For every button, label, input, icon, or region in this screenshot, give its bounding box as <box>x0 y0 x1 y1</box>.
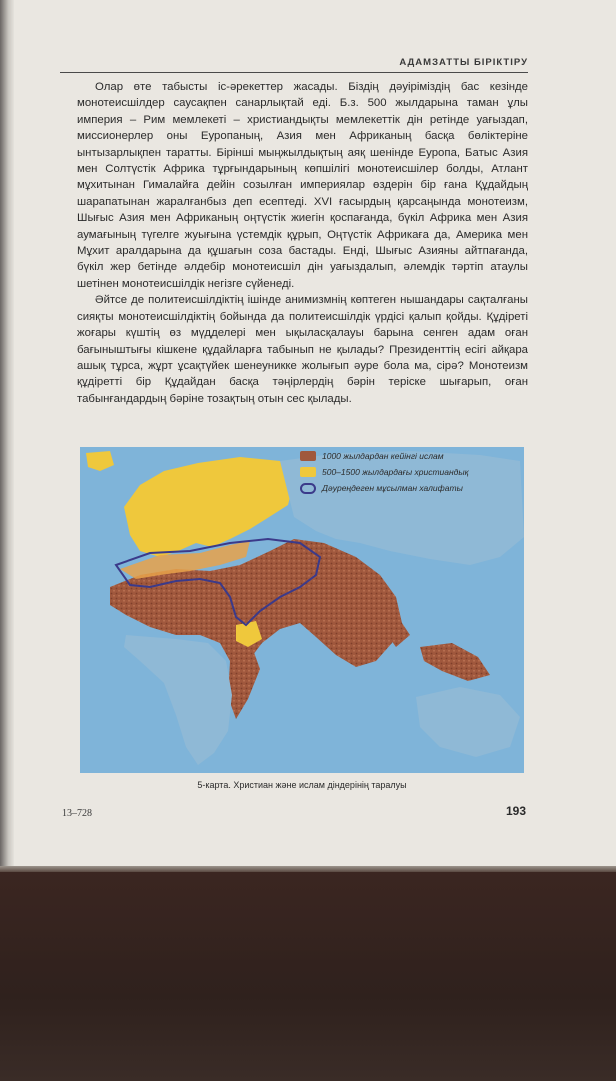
paragraph-1: Олар өте табысты іс-әрекеттер жасады. Біздің дәуіріміздің бас кезінде монотеисшілдер саусақпен санарлықтай еді. Б.з. 500 жылдарына таман ұлы империя – Рим мемлекеті – христиандықты мемлекеттік дін ретінде уағыздап, миссионерлер оны Еуропаның, Азия мен Африканың басқа бөліктеріне ынтызарлықпен таратты. Бірінші мыңжылдықтың аяқ шенінде Еуропа, Батыс Азия мен Солтүстік Африка тұрғындарының көпшілігі монотеисшілер болды, Атлант мұхитынан Гималайға дейін созылған империялар өздерін бір ғана Құдайдың шарапатынан жаралғанбыз деп есептеді. XVI ғасырдың қарсаңында монотеизм, Шығыс Азия мен Африканың оңтүстік жиегін қоспағанда, бүкіл Африка мен Азия аумағының түгелге жуығына үстемдік құрып, Оңтүстік Африкаға да, Америка мен Мұхит аралдарына да құшағын соза бастады. Енді, Шығыс Азияны айтпағанда, бүкіл жер бетінде әлдебір монотеисшіл дін уағыздалып, әлемдік тәртіп атаулы шетінен монотеисшілдік негізге сүйенеді. <box>77 81 528 290</box>
map-caption: 5-карта. Христиан және ислам діндерінің таралуы <box>197 780 407 790</box>
legend-label-caliphate: Дәуреңдеген мұсылман халифаты <box>322 483 463 493</box>
swatch-islam <box>300 451 316 461</box>
legend-item-islam <box>300 449 444 463</box>
running-header: АДАМЗАТТЫ БІРІКТІРУ <box>399 57 528 68</box>
book-spine <box>0 0 14 868</box>
legend-item-caliphate <box>300 481 463 495</box>
page-number: 193 <box>505 804 526 818</box>
europe-christian-region <box>124 457 294 557</box>
body-text <box>77 79 528 407</box>
australia-shape <box>416 687 520 757</box>
religion-map <box>80 447 524 773</box>
swatch-christianity <box>300 467 316 477</box>
africa-south-region <box>124 635 232 765</box>
paragraph-2: Әйтсе де политеисшілдіктің ішінде анимизмнің көптеген нышандары сақталғаны сияқты монотеисшілдіктің бойында да политеисшілдік үрдісі қалып қойды. Құдіреті жоғары күштің өз мүдделері мен ықыласқалауы барына сенген адам оған бағыныштығы кішкене құдайларға табынып не қылады? Президенттің есігі айқара ашық тұрса, жұрт ұсақтүйек шенеуникке жолығып әуре бола ма, сірә? Монотеизм құдіретті бір Құдайдан басқа тәңірлердің бәрін теріске шығарып, оған табынғандардың бәріне тозақтың отын сес қылады. <box>77 294 528 405</box>
swatch-caliphate <box>300 483 316 494</box>
greenland-shape <box>86 451 114 471</box>
indonesia-islam <box>420 643 490 681</box>
legend-label-christianity: 500–1500 жылдардағы христиандық <box>322 467 469 477</box>
background-surface <box>0 872 616 1081</box>
legend-item-christianity <box>300 465 469 479</box>
header-rule <box>60 72 528 73</box>
footer-code: 13–728 <box>62 808 92 819</box>
legend-label-islam: 1000 жылдардан кейінгі ислам <box>322 451 444 461</box>
map-legend <box>294 447 524 499</box>
